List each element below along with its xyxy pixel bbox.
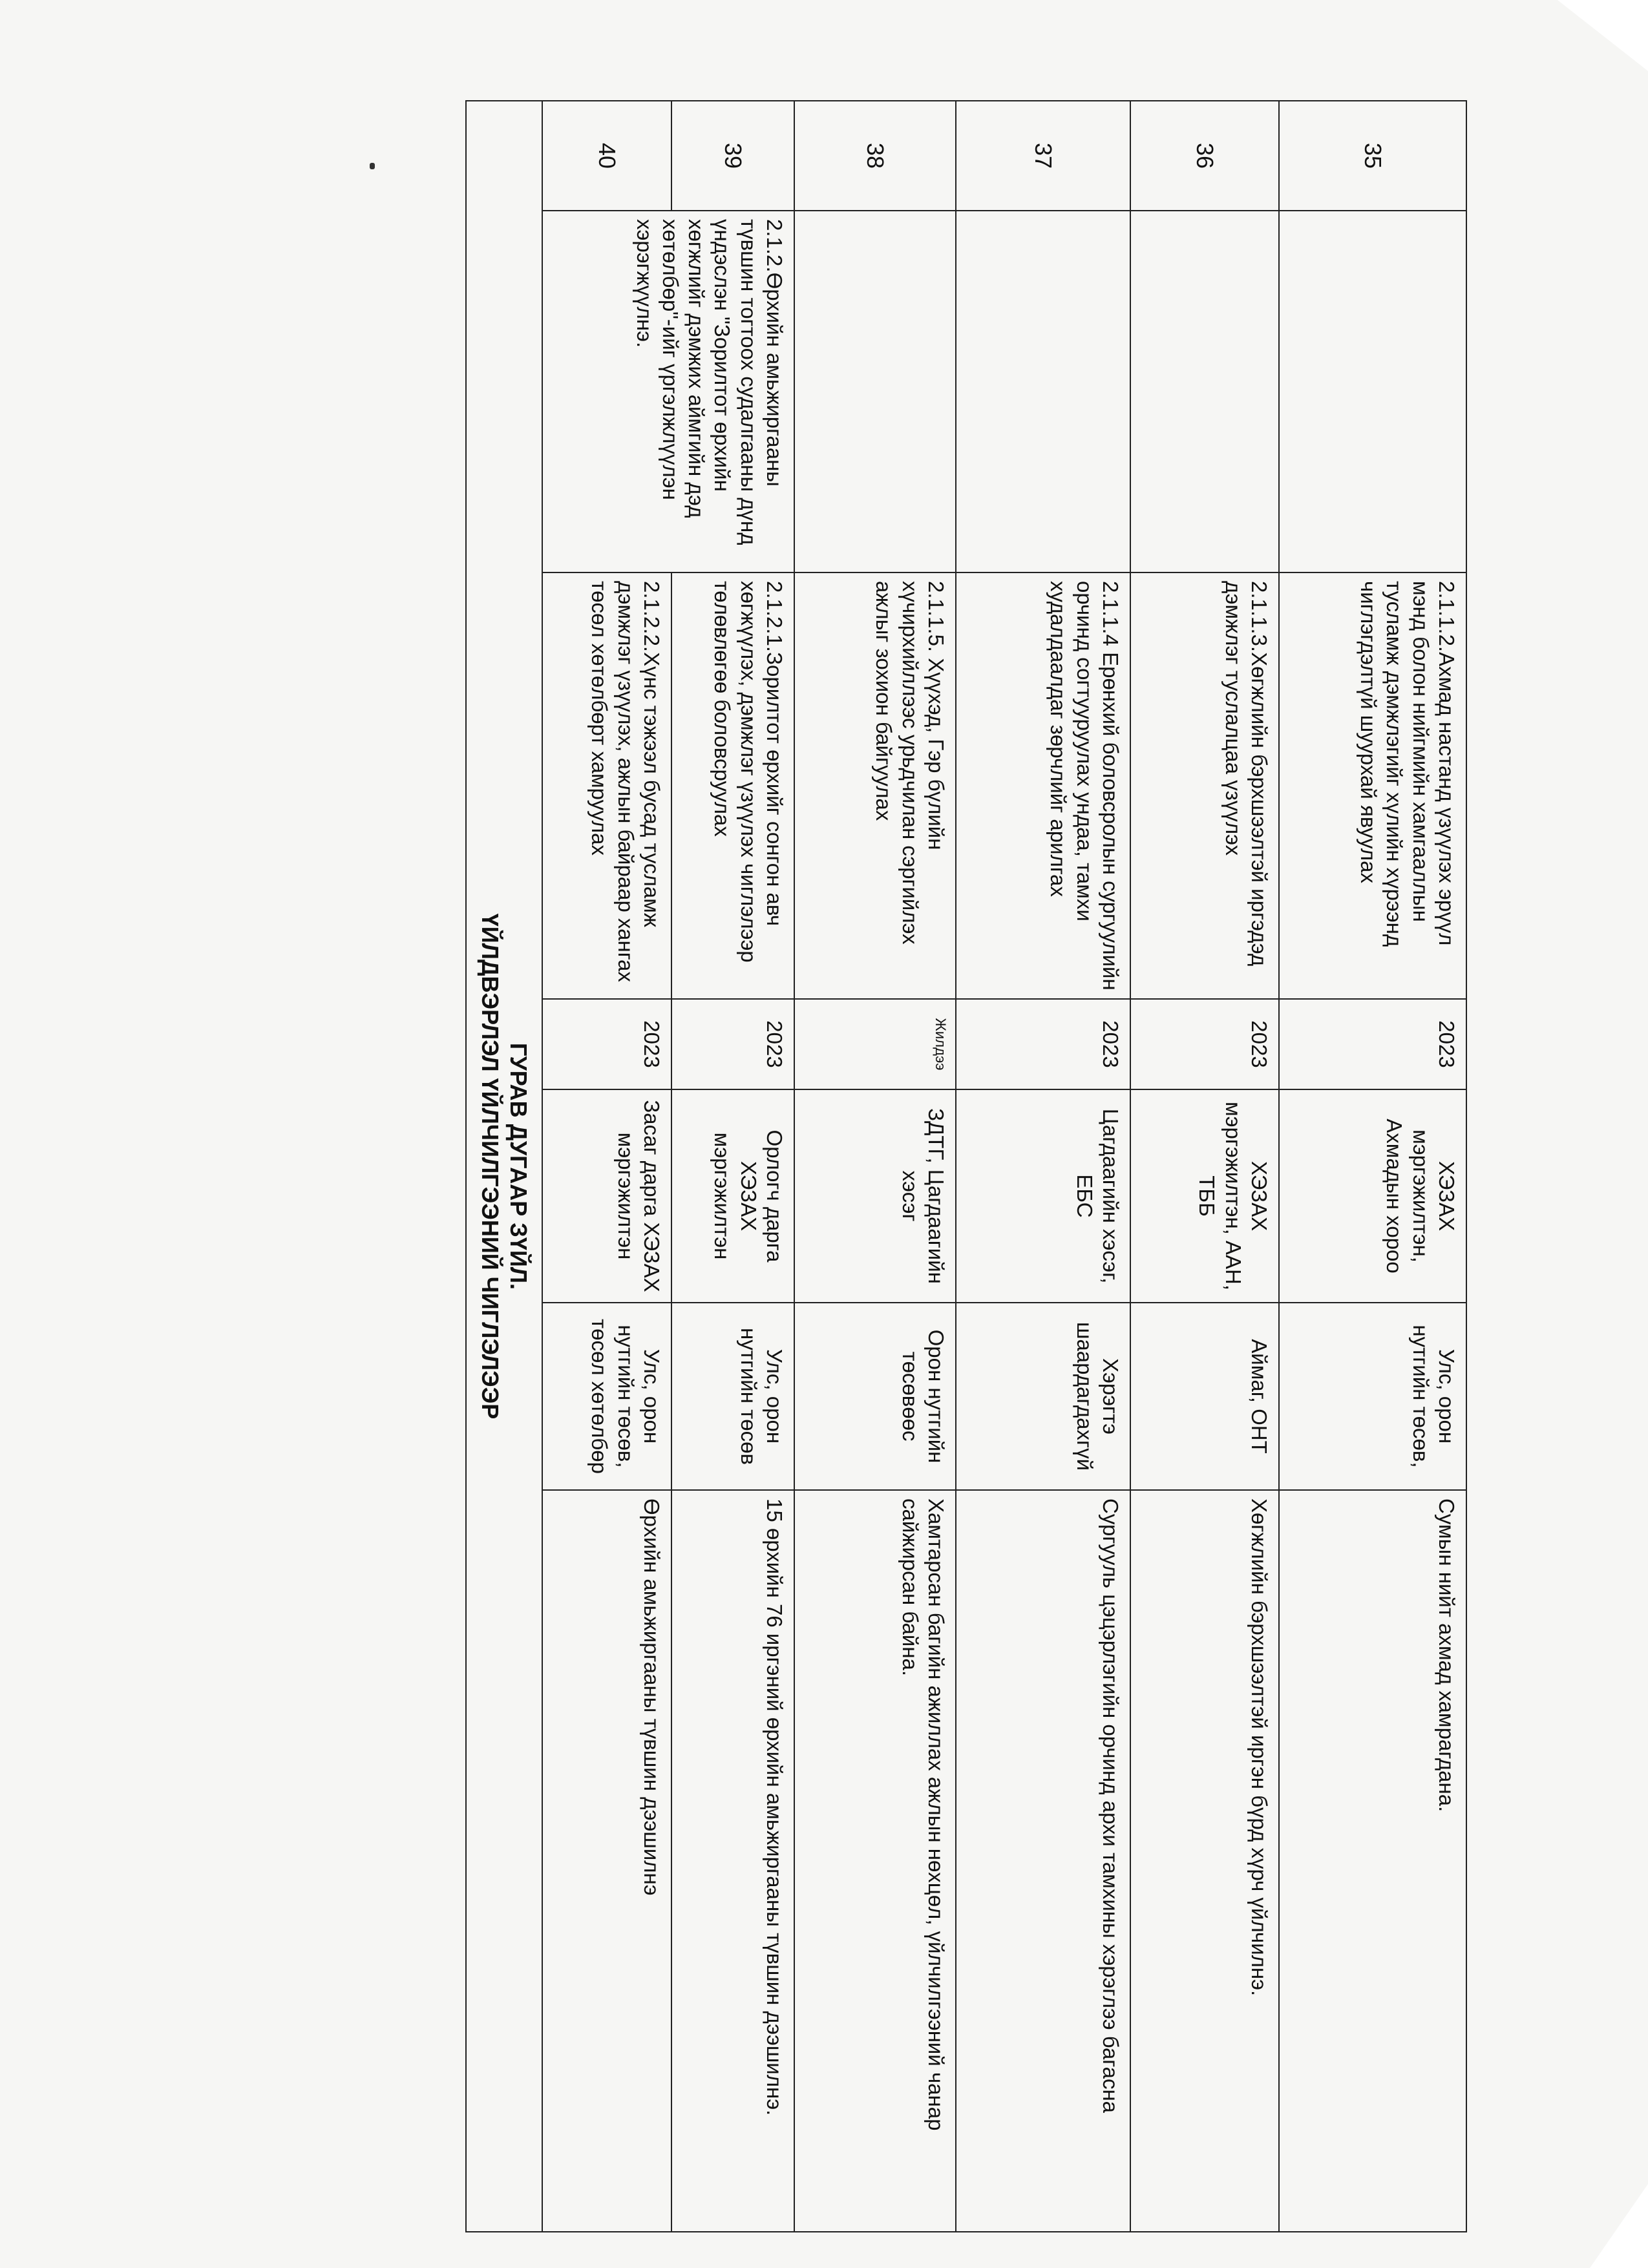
rotated-table-container <box>304 100 1467 2232</box>
goal-cell <box>794 211 956 572</box>
responsible-cell: Цагдаагийн хэсэг, ЕБС <box>956 1089 1130 1303</box>
activity-cell: 2.1.2.2.Хүнс тэжээл бусад тусламж дэмжлэг үзүүлэх, ажлын байраар хангах төсөл хөтөлбөрт хамруулах <box>542 572 671 999</box>
table-row <box>956 101 1130 2232</box>
funding-cell: Улс, орон нутгийн төсөв, төсөл хөтөлбөр <box>542 1303 671 1490</box>
result-cell: Өрхийн амьжиргааны түвшин дээшилнэ <box>542 1490 671 2232</box>
row-number: 39 <box>671 101 794 211</box>
result-cell: Сумын нийт ахмад хамрагдана. <box>1279 1490 1466 2232</box>
section-subtitle: ҮЙЛДВЭРЛЭЛ ҮЙЛЧИЛГЭЭНИЙ ЧИГЛЭЛЭЭР <box>477 913 504 1420</box>
goal-cell: 2.1.2.Өрхийн амьжиргааны түвшин тогтоох судалгааны дүнд үндэслэн "Зорилтот өрхийн хөгжлийг дэмжих аймгийн дэд хөтөлбөр"-ийг үргэлжлүүлэн хэрэгжүүлнэ. <box>542 211 794 572</box>
plan-table <box>465 100 1467 2232</box>
responsible-cell: Орлогч дарга ХЭЗАХ мэргэжилтэн <box>671 1089 794 1303</box>
responsible-cell: ХЭЗАХ мэргэжилтэн, Ахмадын хороо <box>1279 1089 1466 1303</box>
activity-cell: 2.1.1.4 Ерөнхий боловсролын сургуулийн орчинд согтууруулах ундаа, тамхи худалдаалдаг зөрчлийг арилгах <box>956 572 1130 999</box>
result-cell: Хөгжлийн бэрхшээлтэй иргэн бүрд хүрч үйлчилнэ. <box>1130 1490 1279 2232</box>
table-row <box>1130 101 1279 2232</box>
activity-cell: 2.1.2.1.Зорилтот өрхийг сонгон авч хөгжүүлэх, дэмжлэг үзүүлэх чиглэлээр төлөвлөгөө боловсруулах <box>671 572 794 999</box>
section-title: ГУРАВ ДУГААР ЗҮЙЛ. <box>505 1043 532 1290</box>
activity-cell: 2.1.1.2.Ахмад настанд үзүүлэх эрүүл мэнд болон нийгмийн хамгааллын тусламж дэмжлэгийг хүлийн хүрээнд чиглэгдэлтүй шуурхай явуулах <box>1279 572 1466 999</box>
page-corner-fold <box>1558 0 1648 71</box>
responsible-cell: ХЭЗАХ мэргэжилтэн, ААН, ТББ <box>1130 1089 1279 1303</box>
section-header-row <box>466 101 542 2232</box>
goal-cell <box>1279 211 1466 572</box>
year-cell: 2023 <box>1279 999 1466 1089</box>
year-cell: 2023 <box>956 999 1130 1089</box>
result-cell: Хамтарсан багийн ажиллах ажлын нөхцөл, үйлчилгээний чанар сайжирсан байна. <box>794 1490 956 2232</box>
activity-cell: 2.1.1.3.Хөгжлийн бэрхшээлтэй иргэдэд дэмжлэг туслалцаа үзүүлэх <box>1130 572 1279 999</box>
year-cell: 2023 <box>1130 999 1279 1089</box>
result-cell: 15 өрхийн 76 иргэний өрхийн амьжиргааны түвшин дээшилнэ. <box>671 1490 794 2232</box>
page-corner-edge <box>1590 2184 1648 2268</box>
row-number: 36 <box>1130 101 1279 211</box>
responsible-cell: ЗДТГ, Цагдаагийн хэсэг <box>794 1089 956 1303</box>
year-cell: 2023 <box>671 999 794 1089</box>
result-cell: Сургууль цэцэрлэгийн орчинд архи тамхины хэрэглээ багасна <box>956 1490 1130 2232</box>
row-number: 37 <box>956 101 1130 211</box>
goal-cell <box>1130 211 1279 572</box>
section-header <box>466 101 542 2232</box>
row-number: 35 <box>1279 101 1466 211</box>
table-row <box>671 101 794 2232</box>
year-cell: 2023 <box>542 999 671 1089</box>
goal-cell <box>956 211 1130 572</box>
funding-cell: Улс, орон нутгийн төсөв, <box>1279 1303 1466 1490</box>
responsible-cell: Засаг дарга ХЭЗАХ мэргэжилтэн <box>542 1089 671 1303</box>
row-number: 38 <box>794 101 956 211</box>
year-cell: Жилдээ <box>794 999 956 1089</box>
funding-cell: Орон нутгийн төсөвөөс <box>794 1303 956 1490</box>
row-number: 40 <box>542 101 671 211</box>
table-row <box>794 101 956 2232</box>
activity-cell: 2.1.1.5. Хүүхэд, Гэр бүлийн хүчирхийллээс урьдчилан сэргийлэх ажлыг зохион байгуулах <box>794 572 956 999</box>
funding-cell: Хэрэгтэ шаардагдахгүй <box>956 1303 1130 1490</box>
funding-cell: Аймаг, ОНТ <box>1130 1303 1279 1490</box>
table-row <box>1279 101 1466 2232</box>
funding-cell: Улс, орон нутгийн төсөв <box>671 1303 794 1490</box>
